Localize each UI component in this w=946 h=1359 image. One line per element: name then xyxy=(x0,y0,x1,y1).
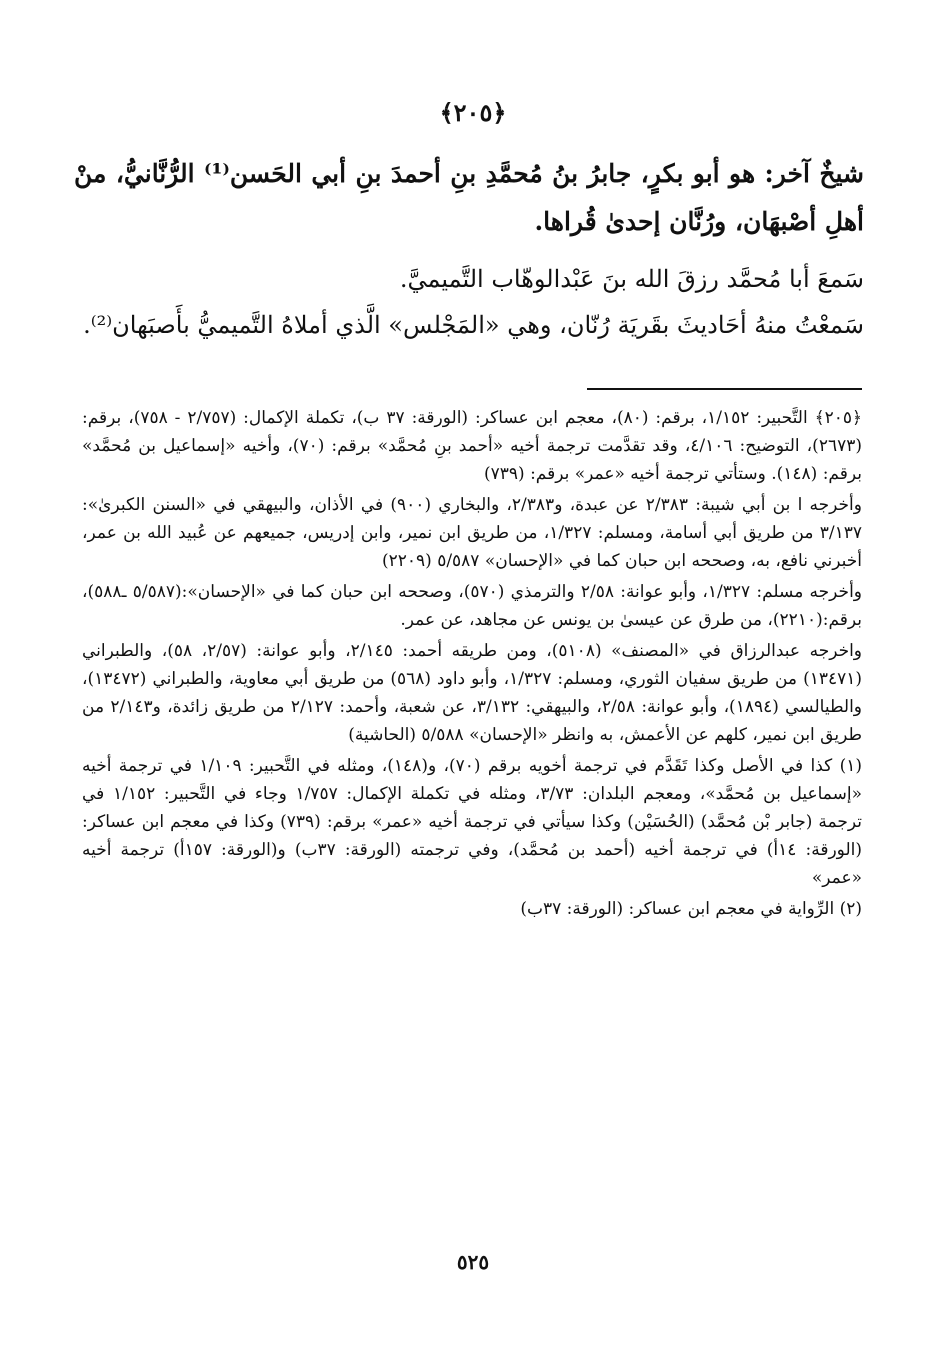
footnote-takhrij-3: واخرجه عبدالرزاق في «المصنف» (٥١٠٨)، ومن طريقه أحمد: ٢/١٤٥، وأبو عوانة: (٢/٥٧، ٥٨)، والطبراني (١٣٤٧١) من طريق سفيان الثوري، ومسلم: ١/٣٢٧، وأبو داود (٥٦٨) من طريق أبي معاوية، والطبراني (١٣٤٧٢)، والطيالسي (١٨٩٤)، وأبو عوانة: ٢/٥٨، والبيهقي: ٣/١٣٢، عن شعبة، وأحمد: ٢/١٢٧ من طريق زائدة، و٢/١٤٣ من طريق ابن نمير، كلهم عن الأعمش، به وانظر «الإحسان» ٥/٥٨٨ (الحاشية) xyxy=(82,641,863,745)
footnote-1: (١) كذا في الأصل وكذا تَقَدَّم في ترجمة أخويه برقم (٧٠)، و(١٤٨)، ومثله في التَّحبير: ١/١٠٩ في ترجمة أخيه «إسماعيل بن مُحمَّد»، ومعجم البلدان: ٣/٧٣، ومثله في تكملة الإكمال: ١/٧٥٧ وجاء في التَّحبير: ١/١٥٢ في ترجمة (جابر بْن مُحمَّد) (الحُسَيْن) وكذا سيأتي في ترجمة أخيه «عمر» برقم: (٧٣٩) وكذا في معجم ابن عساكر: (الورقة: ١٤أ) في ترجمة أخيه (أحمد بن مُحمَّد)، وفي ترجمته (الورقة: ٣٧ب) و(الورقة: ١٥٧أ) ترجمة أخيه «عمر» xyxy=(82,756,862,888)
footnote-sources: ﴿٢٠٥﴾ التَّحبير: ١/١٥٢، برقم: (٨٠)، معجم ابن عساكر: (الورقة: ٣٧ ب)، تكملة الإكمال: (٢/٧٥٧ - ٧٥٨)، برقم: (٢٦٧٣)، التوضيح: ٤/١٠٦، وقد تقدَّمت ترجمة أخيه «أحمد بنِ مُحمَّد» برقم: (٧٠)، وأخيه «إسماعيل بن مُحمَّد» برقم: (١٤٨). وستأتي ترجمة أخيه «عمر» برقم: (٧٣٩) xyxy=(82,408,862,484)
biography-paragraph: شيخٌ آخر: هو أبو بكرٍ، جابرُ بنُ مُحمَّدِ بنِ أحمدَ بنِ أبي الحَسن⁽¹⁾ الرُّنَّانيُّ، منْ أهلِ أصْبهَان، ورُنَّان إحدىٰ قُراها. xyxy=(74,159,864,236)
footnotes xyxy=(82,404,862,926)
main-text xyxy=(74,150,864,348)
page-number: ٥٢٥ xyxy=(456,1250,490,1274)
footnote-2: (٢) الرِّواية في معجم ابن عساكر: (الورقة: ٣٧ب) xyxy=(520,899,862,919)
footnote-separator xyxy=(587,388,862,390)
footnote-takhrij-1: وأخرجه ا بن أبي شيبة: ٢/٣٨٣ عن عبدة، و٢/٣٨٣، والبخاري (٩٠٠) في الأذان، والبيهقي في «السنن الكبرىٰ»: ٣/١٣٧ من طريق أبي أسامة، ومسلم: ١/٣٢٧، من طريق ابن نمير، وابن إدريس، جميعهم عن عُبيد الله بن عمر، أخبرني نافع، به، وصححه ابن حبان كما في «الإحسان» ٥/٥٨٧ (٢٢٠٩) xyxy=(82,495,862,571)
entry-number: ﴿٢٠٥﴾ xyxy=(439,98,507,127)
footnote-takhrij-2: وأخرجه مسلم: ١/٣٢٧، وأبو عوانة: ٢/٥٨ والترمذي (٥٧٠)، وصححه ابن حبان كما في «الإحسان»:(٥/٥٨٧ ـ٥٨٨)، برقم:(٢٢١٠)، من طرق عن عيسىٰ بن يونس عن مجاهد، عن عمر. xyxy=(82,582,862,630)
teacher-paragraph: سَمعَ أبا مُحمَّد رزقَ الله بنَ عَبْدالوهّاب التَّميميَّ. xyxy=(399,265,864,293)
hearing-paragraph: سَمعْتُ منهُ أحَاديثَ بقَريَة رُنّان، وهي «المَجْلس» الَّذي أملاهُ التَّميميُّ بأَصبَهان⁽²⁾. xyxy=(83,311,864,339)
